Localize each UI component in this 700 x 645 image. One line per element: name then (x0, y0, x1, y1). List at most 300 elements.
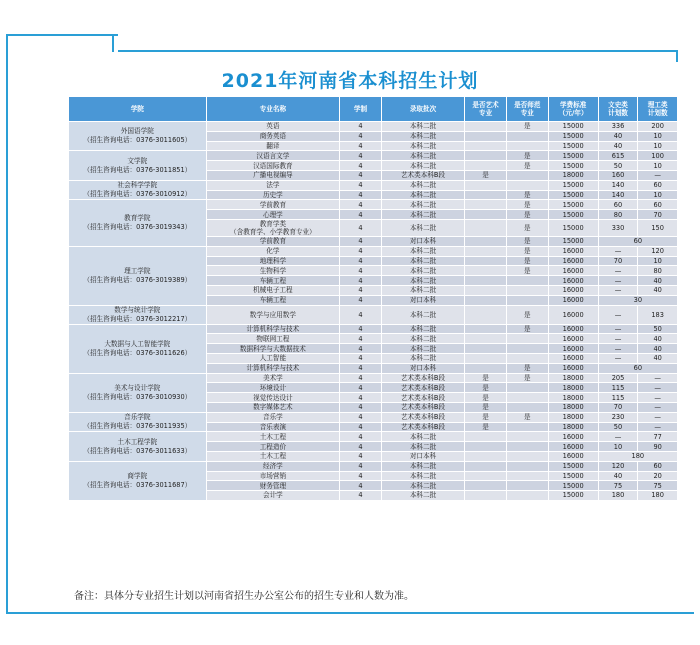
batch-cell: 本科二批 (381, 180, 464, 190)
art-cell (465, 353, 507, 363)
fee-cell: 15000 (548, 210, 598, 220)
fee-cell: 15000 (548, 236, 598, 246)
college-name: 土木工程学院 (117, 437, 158, 446)
major-cell (206, 190, 339, 200)
sci-quota-cell: 60 (638, 461, 678, 471)
college-name: 教育学院 (124, 214, 151, 223)
table-body (69, 122, 678, 501)
major-name: 数字媒体艺术 (253, 403, 293, 412)
fee-cell: 15000 (548, 471, 598, 481)
major-name: 人工智能 (259, 354, 287, 363)
fee-cell: 15000 (548, 461, 598, 471)
art-cell: 是 (465, 422, 507, 432)
frame-line (6, 34, 8, 614)
major-cell (206, 295, 339, 305)
sci-quota-cell: 75 (638, 481, 678, 491)
art-cell (465, 236, 507, 246)
art-cell (465, 491, 507, 501)
art-cell (465, 151, 507, 161)
years-cell: 4 (340, 266, 382, 276)
col-header-fee-line2: （元/年） (558, 109, 588, 117)
fee-cell: 16000 (548, 353, 598, 363)
col-header-teacher-line1: 是否师范 (514, 101, 541, 109)
col-header-college: 学院 (69, 97, 207, 122)
page-title: 2021年河南省本科招生计划 (221, 70, 479, 92)
arts-quota-cell: 10 (598, 442, 638, 452)
major-name: 翻译 (266, 141, 280, 150)
table-row (69, 461, 678, 471)
fee-cell: 18000 (548, 412, 598, 422)
sci-quota-cell: 100 (638, 151, 678, 161)
batch-cell: 本科二批 (381, 200, 464, 210)
major-cell (206, 393, 339, 403)
years-cell: 4 (340, 285, 382, 295)
arts-quota-cell: 50 (598, 161, 638, 171)
batch-cell: 本科二批 (381, 276, 464, 286)
col-header-arts-line2: 计划数 (608, 109, 628, 117)
major-name: 市场营销 (259, 471, 287, 480)
enrollment-plan-table (68, 96, 678, 501)
fee-cell: 18000 (548, 393, 598, 403)
major-cell (206, 256, 339, 266)
years-cell: 4 (340, 344, 382, 354)
college-cell (69, 432, 207, 461)
teacher-cell (506, 334, 548, 344)
major-name: 生物科学 (259, 266, 287, 275)
art-cell (465, 276, 507, 286)
sci-quota-cell: 70 (638, 210, 678, 220)
sci-quota-cell: 80 (638, 266, 678, 276)
major-cell (206, 442, 339, 452)
merged-quota-cell: 30 (598, 295, 677, 305)
col-header-years: 学制 (340, 97, 382, 122)
art-cell: 是 (465, 373, 507, 383)
batch-cell: 本科二批 (381, 305, 464, 324)
teacher-cell: 是 (506, 236, 548, 246)
fee-cell: 16000 (548, 305, 598, 324)
art-cell (465, 141, 507, 151)
major-name: 音乐学 (262, 413, 283, 422)
fee-cell: 15000 (548, 190, 598, 200)
art-cell (465, 210, 507, 220)
college-phone: （招生咨询电话：0376-3011687） (83, 480, 192, 489)
teacher-cell (506, 353, 548, 363)
major-cell (206, 461, 339, 471)
sci-quota-cell: — (638, 422, 678, 432)
col-header-batch: 录取批次 (381, 97, 464, 122)
batch-cell: 艺术类本科B段 (381, 373, 464, 383)
major-cell (206, 122, 339, 132)
major-name: 会计学 (262, 491, 283, 500)
major-cell (206, 200, 339, 210)
college-cell (69, 122, 207, 151)
fee-cell: 18000 (548, 422, 598, 432)
years-cell: 4 (340, 200, 382, 210)
arts-quota-cell: 115 (598, 393, 638, 403)
teacher-cell (506, 170, 548, 180)
art-cell (465, 295, 507, 305)
major-name: 计算机科学与技术 (246, 364, 300, 373)
major-cell (206, 285, 339, 295)
major-name: 历史学 (262, 190, 283, 199)
fee-cell: 16000 (548, 442, 598, 452)
table-row (69, 432, 678, 442)
batch-cell: 本科二批 (381, 334, 464, 344)
arts-quota-cell: 40 (598, 141, 638, 151)
batch-cell: 艺术类本科B段 (381, 383, 464, 393)
fee-cell: 16000 (548, 334, 598, 344)
art-cell (465, 161, 507, 171)
years-cell: 4 (340, 170, 382, 180)
college-cell (69, 246, 207, 305)
college-cell (69, 373, 207, 412)
years-cell: 4 (340, 412, 382, 422)
major-name: 经济学 (262, 462, 283, 471)
batch-cell: 对口本科 (381, 295, 464, 305)
teacher-cell: 是 (506, 373, 548, 383)
sci-quota-cell: 77 (638, 432, 678, 442)
batch-cell: 本科二批 (381, 246, 464, 256)
batch-cell: 本科二批 (381, 131, 464, 141)
art-cell (465, 219, 507, 236)
teacher-cell (506, 461, 548, 471)
major-cell (206, 383, 339, 393)
fee-cell: 15000 (548, 131, 598, 141)
major-cell (206, 180, 339, 190)
fee-cell: 16000 (548, 295, 598, 305)
col-header-teacher (506, 97, 548, 122)
major-name: 汉语言文学 (256, 151, 290, 160)
college-phone: （招生咨询电话：0376-3010912） (83, 190, 192, 199)
college-cell (69, 324, 207, 373)
college-name: 社会科学学院 (117, 181, 158, 190)
arts-quota-cell: — (598, 305, 638, 324)
major-name: 财务管理 (259, 481, 287, 490)
art-cell (465, 266, 507, 276)
col-header-fee (548, 97, 598, 122)
batch-cell: 本科二批 (381, 266, 464, 276)
teacher-cell: 是 (506, 161, 548, 171)
col-header-sci-line2: 计划数 (647, 109, 668, 117)
batch-cell: 本科二批 (381, 491, 464, 501)
years-cell: 4 (340, 422, 382, 432)
fee-cell: 16000 (548, 344, 598, 354)
fee-cell: 15000 (548, 200, 598, 210)
art-cell (465, 285, 507, 295)
arts-quota-cell: 330 (598, 219, 638, 236)
teacher-cell: 是 (506, 256, 548, 266)
major-cell (206, 236, 339, 246)
fee-cell: 15000 (548, 151, 598, 161)
batch-cell: 艺术类本科B段 (381, 393, 464, 403)
arts-quota-cell: — (598, 432, 638, 442)
major-name: 地理科学 (259, 256, 287, 265)
years-cell: 4 (340, 141, 382, 151)
teacher-cell (506, 180, 548, 190)
sci-quota-cell: — (638, 383, 678, 393)
teacher-cell: 是 (506, 219, 548, 236)
batch-cell: 对口本科 (381, 363, 464, 373)
years-cell: 4 (340, 373, 382, 383)
teacher-cell (506, 402, 548, 412)
college-name: 美术与设计学院 (114, 383, 161, 392)
sci-quota-cell: 200 (638, 122, 678, 132)
batch-cell: 本科二批 (381, 190, 464, 200)
teacher-cell (506, 471, 548, 481)
sci-quota-cell: 10 (638, 256, 678, 266)
teacher-cell: 是 (506, 324, 548, 334)
sci-quota-cell: 120 (638, 246, 678, 256)
art-cell: 是 (465, 402, 507, 412)
major-cell (206, 305, 339, 324)
major-cell (206, 276, 339, 286)
years-cell: 4 (340, 432, 382, 442)
teacher-cell: 是 (506, 305, 548, 324)
fee-cell: 15000 (548, 219, 598, 236)
arts-quota-cell: 230 (598, 412, 638, 422)
sci-quota-cell: 150 (638, 219, 678, 236)
fee-cell: 15000 (548, 161, 598, 171)
fee-cell: 16000 (548, 324, 598, 334)
years-cell: 4 (340, 151, 382, 161)
years-cell: 4 (340, 161, 382, 171)
batch-cell: 本科二批 (381, 285, 464, 295)
major-cell (206, 481, 339, 491)
sci-quota-cell: 10 (638, 131, 678, 141)
major-cell (206, 373, 339, 383)
teacher-cell (506, 383, 548, 393)
major-cell (206, 131, 339, 141)
arts-quota-cell: 140 (598, 180, 638, 190)
teacher-cell: 是 (506, 190, 548, 200)
major-cell (206, 170, 339, 180)
college-cell (69, 412, 207, 432)
sci-quota-cell: — (638, 393, 678, 403)
teacher-cell (506, 344, 548, 354)
teacher-cell (506, 481, 548, 491)
teacher-cell: 是 (506, 266, 548, 276)
col-header-arts-line1: 文史类 (608, 101, 628, 109)
major-name: 学前教育 (259, 237, 287, 246)
years-cell: 4 (340, 305, 382, 324)
years-cell: 4 (340, 180, 382, 190)
batch-cell: 本科二批 (381, 481, 464, 491)
years-cell: 4 (340, 481, 382, 491)
years-cell: 4 (340, 402, 382, 412)
major-cell (206, 363, 339, 373)
major-name: 学前教育 (259, 200, 287, 209)
years-cell: 4 (340, 461, 382, 471)
teacher-cell: 是 (506, 210, 548, 220)
major-name: 土木工程 (259, 452, 287, 461)
arts-quota-cell: — (598, 285, 638, 295)
arts-quota-cell: — (598, 276, 638, 286)
sci-quota-cell: — (638, 402, 678, 412)
fee-cell: 16000 (548, 451, 598, 461)
batch-cell: 本科二批 (381, 141, 464, 151)
major-cell (206, 266, 339, 276)
fee-cell: 15000 (548, 141, 598, 151)
arts-quota-cell: 205 (598, 373, 638, 383)
table-row (69, 373, 678, 383)
major-name: 心理学 (262, 210, 283, 219)
sci-quota-cell: 40 (638, 285, 678, 295)
art-cell (465, 432, 507, 442)
teacher-cell (506, 491, 548, 501)
col-header-arts-quota (598, 97, 638, 122)
merged-quota-cell: 60 (598, 363, 677, 373)
sci-quota-cell: 20 (638, 471, 678, 481)
batch-cell: 本科二批 (381, 161, 464, 171)
teacher-cell (506, 295, 548, 305)
major-name: 汉语国际教育 (253, 161, 293, 170)
college-phone: （招生咨询电话：0376-3011633） (83, 446, 192, 455)
table-header-row (69, 97, 678, 122)
sci-quota-cell: 60 (638, 180, 678, 190)
arts-quota-cell: — (598, 353, 638, 363)
batch-cell: 本科二批 (381, 256, 464, 266)
college-phone: （招生咨询电话：0376-3011935） (83, 422, 192, 431)
college-name: 大数据与人工智能学院 (104, 339, 171, 348)
college-name: 文学院 (127, 156, 148, 165)
years-cell: 4 (340, 451, 382, 461)
major-cell (206, 246, 339, 256)
college-phone: （招生咨询电话：0376-3010930） (83, 392, 192, 401)
art-cell (465, 334, 507, 344)
sci-quota-cell: 10 (638, 190, 678, 200)
college-name: 音乐学院 (124, 413, 151, 422)
major-cell (206, 151, 339, 161)
art-cell (465, 461, 507, 471)
col-header-fee-line1: 学费标准 (559, 101, 587, 109)
college-phone: （招生咨询电话：0376-3011851） (83, 165, 192, 174)
arts-quota-cell: — (598, 266, 638, 276)
major-name: 计算机科学与技术 (246, 324, 300, 333)
teacher-cell (506, 131, 548, 141)
frame-line (112, 34, 114, 52)
batch-cell: 艺术类本科B段 (381, 170, 464, 180)
art-cell (465, 256, 507, 266)
teacher-cell (506, 451, 548, 461)
years-cell: 4 (340, 324, 382, 334)
art-cell (465, 305, 507, 324)
teacher-cell: 是 (506, 412, 548, 422)
college-name: 外国语学院 (120, 127, 154, 136)
fee-cell: 16000 (548, 276, 598, 286)
major-cell (206, 402, 339, 412)
table-row (69, 200, 678, 210)
teacher-cell: 是 (506, 151, 548, 161)
years-cell: 4 (340, 353, 382, 363)
years-cell: 4 (340, 122, 382, 132)
fee-cell: 18000 (548, 402, 598, 412)
batch-cell: 本科二批 (381, 219, 464, 236)
major-name: 英语 (266, 122, 280, 131)
art-cell (465, 131, 507, 141)
major-cell (206, 412, 339, 422)
college-name: 数学与统计学院 (114, 305, 161, 314)
art-cell (465, 344, 507, 354)
years-cell: 4 (340, 190, 382, 200)
major-name: 土木工程 (259, 432, 287, 441)
major-cell (206, 334, 339, 344)
teacher-cell (506, 393, 548, 403)
major-cell (206, 161, 339, 171)
arts-quota-cell: 40 (598, 131, 638, 141)
fee-cell: 15000 (548, 491, 598, 501)
batch-cell: 本科二批 (381, 461, 464, 471)
major-name: 工程造价 (259, 442, 287, 451)
years-cell: 4 (340, 334, 382, 344)
fee-cell: 18000 (548, 373, 598, 383)
table-row (69, 180, 678, 190)
teacher-cell: 是 (506, 363, 548, 373)
art-cell (465, 363, 507, 373)
teacher-cell (506, 276, 548, 286)
merged-quota-cell: 60 (598, 236, 677, 246)
teacher-cell: 是 (506, 200, 548, 210)
sci-quota-cell: 40 (638, 276, 678, 286)
table-row (69, 324, 678, 334)
art-cell: 是 (465, 383, 507, 393)
college-name: 理工学院 (124, 266, 151, 275)
art-cell (465, 442, 507, 452)
art-cell (465, 122, 507, 132)
teacher-cell (506, 422, 548, 432)
frame-line (676, 50, 678, 62)
arts-quota-cell: 40 (598, 471, 638, 481)
art-cell: 是 (465, 412, 507, 422)
years-cell: 4 (340, 246, 382, 256)
art-cell (465, 246, 507, 256)
table-row (69, 305, 678, 324)
art-cell: 是 (465, 170, 507, 180)
college-cell (69, 151, 207, 180)
art-cell (465, 451, 507, 461)
major-cell (206, 422, 339, 432)
frame-line (6, 34, 118, 36)
frame-line (6, 612, 694, 614)
teacher-cell (506, 442, 548, 452)
major-name: 美术学 (262, 373, 283, 382)
arts-quota-cell: — (598, 344, 638, 354)
years-cell: 4 (340, 442, 382, 452)
batch-cell: 本科二批 (381, 122, 464, 132)
table-row (69, 246, 678, 256)
teacher-cell: 是 (506, 122, 548, 132)
sci-quota-cell: — (638, 170, 678, 180)
batch-cell: 本科二批 (381, 344, 464, 354)
col-header-teacher-line2: 专业 (520, 109, 534, 117)
sci-quota-cell: 10 (638, 161, 678, 171)
table-row (69, 122, 678, 132)
college-phone: （招生咨询电话：0376-3011626） (83, 348, 192, 357)
major-cell (206, 451, 339, 461)
years-cell: 4 (340, 236, 382, 246)
teacher-cell (506, 432, 548, 442)
major-cell (206, 141, 339, 151)
years-cell: 4 (340, 276, 382, 286)
sci-quota-cell: 183 (638, 305, 678, 324)
arts-quota-cell: — (598, 334, 638, 344)
art-cell (465, 481, 507, 491)
major-cell (206, 210, 339, 220)
arts-quota-cell: 115 (598, 383, 638, 393)
frame-line (118, 50, 676, 52)
arts-quota-cell: 336 (598, 122, 638, 132)
teacher-cell (506, 141, 548, 151)
batch-cell: 本科二批 (381, 324, 464, 334)
